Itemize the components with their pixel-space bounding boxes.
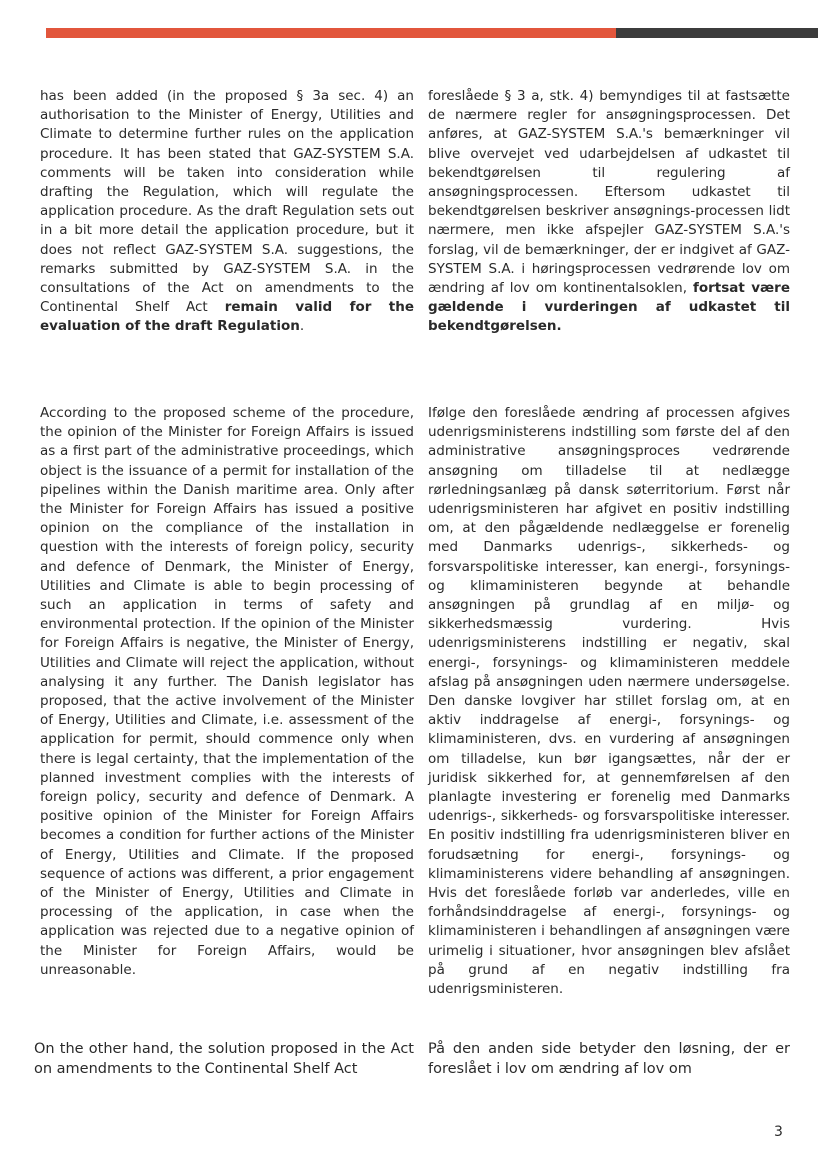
danish-paragraph-1: [428, 87, 790, 337]
paragraph-text: foreslåede § 3 a, stk. 4) bemyndiges til at fastsætte de nærmere regler for ansøgningsprocessen. Det anføres, at GAZ-SYSTEM S.A.'s bemærkninger vil blive overvejet ved udarbejdelsen af udkastet til bekendtgørelsen til regulering af ansøgningsprocessen. Eftersom udkastet til bekendtgørelsen beskriver ansøgnings-processen lidt nærmere, men ikke afspejler GAZ-SYSTEM S.A.'s forslag, vil de bemærkninger, der er indgivet af GAZ-SYSTEM S.A. i høringsprocessen vedrørende lov om ændring af lov om kontinentalsoklen, fortsat være gældende i vurderingen af udkastet til bekendtgørelsen.: [428, 88, 790, 335]
english-paragraph-2: [40, 404, 414, 980]
danish-paragraph-2: [428, 404, 790, 999]
paragraph-text: According to the proposed scheme of the procedure, the opinion of the Minister for Foreign Affairs is issued as a first part of the administrative proceedings, which object is the issuance of a permit for installation of the pipelines within the Danish maritime area. Only after the Minister for Foreign Affairs has issued a positive opinion on the compliance of the installation in question with the interests of foreign policy, security and defence of Denmark, the Minister of Energy, Utilities and Climate is able to begin processing of such an application in terms of safety and environmental protection. If the opinion of the Minister for Foreign Affairs is negative, the Minister of Energy, Utilities and Climate will reject the application, without analysing it any further. The Danish legislator has proposed, that the active involvement of the Minister of Energy, Utilities and Climate, i.e. assessment of the application for permit, should commence only when there is legal certainty, that the implementation of the planned investment complies with the interests of foreign policy, security and defence of Denmark. A positive opinion of the Minister for Foreign Affairs becomes a condition for further actions of the Minister of Energy, Utilities and Climate. If the proposed sequence of actions was different, a prior engagement of the Minister of Energy, Utilities and Climate in processing of the application, in case when the application was rejected due to a negative opinion of the Minister for Foreign Affairs, would be unreasonable.: [40, 405, 414, 978]
paragraph-text: Ifølge den foreslåede ændring af processen afgives udenrigsministerens indstilling som første del af den administrative ansøgningsproces vedrørende ansøgning om tilladelse til at nedlægge rørledningsanlæg på dansk søterritorium. Først når udenrigsministeren har afgivet en positiv indstilling om, at den pågældende nedlæggelse er forenelig med Danmarks udenrigs-, sikkerheds- og forsvarspolitiske interesser, kan energi-, forsynings- og klimaministeren begynde at behandle ansøgningen på grundlag af en miljø- og sikkerhedsmæssig vurdering. Hvis udenrigsministerens indstilling er negativ, skal energi-, forsynings- og klimaministeren meddele afslag på ansøgningen uden nærmere undersøgelse. Den danske lovgiver har stillet forslag om, at en aktiv inddragelse af energi-, forsynings- og klimaministeren, dvs. en vurdering af ansøgningen om tilladelse, kun bør igangsættes, når der er juridisk sikkerhed for, at gennemførelsen af den planlagte investering er forenelig med Danmarks udenrigs-, sikkerheds- og forsvarspolitiske interesser. En positiv indstilling fra udenrigsministeren bliver en forudsætning for energi-, forsynings- og klimaministerens videre behandling af ansøgningen. Hvis det foreslåede forløb var anderledes, ville en forhåndsinddragelse af energi-, forsynings- og klimaministeren i behandlingen af ansøgningen være urimelig i situationer, hvor ansøgningen blev afslået på grund af en negativ indstilling fra udenrigsministeren.: [428, 405, 790, 998]
header-bar-dark: [616, 28, 818, 38]
bold-phrase: remain valid for the evaluation of the draft Regulation: [40, 299, 415, 335]
page-number: 3: [774, 1124, 783, 1140]
english-paragraph-1: [40, 87, 414, 337]
english-paragraph-3: [34, 1040, 414, 1079]
danish-paragraph-3: [428, 1040, 790, 1079]
paragraph-text: På den anden side betyder den løsning, der er foreslået i lov om ændring af lov om: [428, 1041, 790, 1077]
header-bar-accent: [46, 28, 616, 38]
bold-phrase: fortsat være gældende i vurderingen af udkastet til bekendtgørelsen.: [428, 280, 790, 335]
paragraph-text: has been added (in the proposed § 3a sec. 4) an authorisation to the Minister of Energy, Utilities and Climate to determine further rules on the application procedure. It has been stated that GAZ-SYSTEM S.A. comments will be taken into consideration while drafting the Regulation, which will regulate the application procedure. As the draft Regulation sets out in a bit more detail the application procedure, but it does not reflect GAZ-SYSTEM S.A. suggestions, the remarks submitted by GAZ-SYSTEM S.A. in the consultations of the Act on amendments to the Continental Shelf Act remain valid for the evaluation of the draft Regulation.: [40, 88, 415, 335]
header-color-bar: [46, 28, 818, 38]
paragraph-text: On the other hand, the solution proposed in the Act on amendments to the Continental Shelf Act: [34, 1041, 414, 1077]
